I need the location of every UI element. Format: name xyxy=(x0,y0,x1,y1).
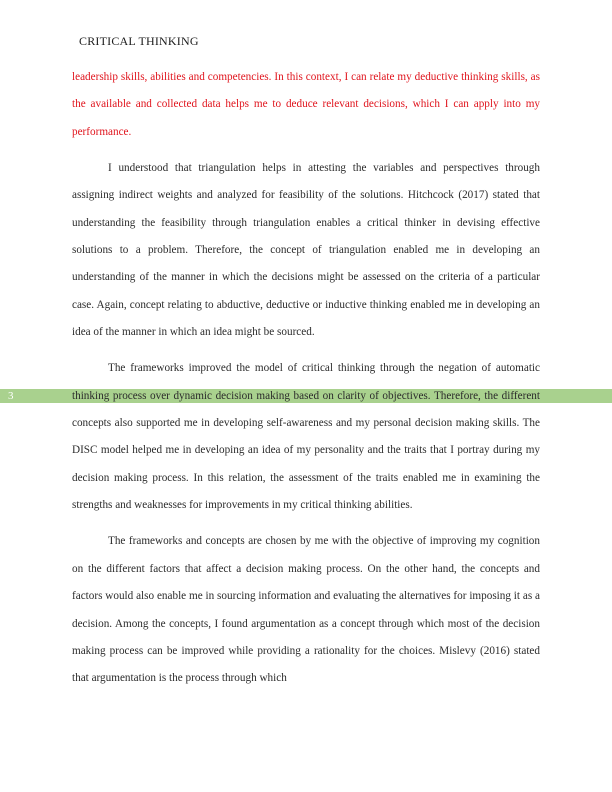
paragraph-4: The frameworks and concepts are chosen by me with the objective of improving my cognition on the different factors that affect a decision making process. On the other hand, the concepts and factors would also enable me in sourcing information and evaluating the alternatives for imposing it as a decision. Among the concepts, I found argumentation as a concept through which most of the decision making process can be improved while providing a rationality for the choices. Mislevy (2016) stated that argumentation is the process through which xyxy=(72,535,540,685)
page-number: 3 xyxy=(8,390,14,402)
running-head: CRITICAL THINKING xyxy=(79,34,199,48)
paragraph-3: The frameworks improved the model of critical thinking through the negation of automatic thinking process over dynamic decision making based on clarity of objectives. Therefore, the different concepts also supported me in developing self-awareness and my personal decision making skills. The DISC model helped me in developing an idea of my personality and the traits that I portray during my decision making process. In this relation, the assessment of the traits enabled me in examining the strengths and weaknesses for improvements in my critical thinking abilities. xyxy=(72,362,540,512)
paragraph-2: I understood that triangulation helps in attesting the variables and perspectives through assigning indirect weights and analyzed for feasibility of the solutions. Hitchcock (2017) stated that understanding the feasibility through triangulation enables a critical thinker in devising effective solutions to a problem. Therefore, the concept of triangulation enabled me in developing an understanding of the manner in which the decisions might be assessed on the criteria of a particular case. Again, concept relating to abductive, deductive or inductive thinking enabled me in developing an idea of the manner in which an idea might be sourced. xyxy=(72,161,540,339)
paragraph-1: leadership skills, abilities and competencies. In this context, I can relate my deductive thinking skills, as the available and collected data helps me to deduce relevant decisions, which I can apply into my performance. xyxy=(72,71,540,138)
document-body xyxy=(72,64,540,701)
